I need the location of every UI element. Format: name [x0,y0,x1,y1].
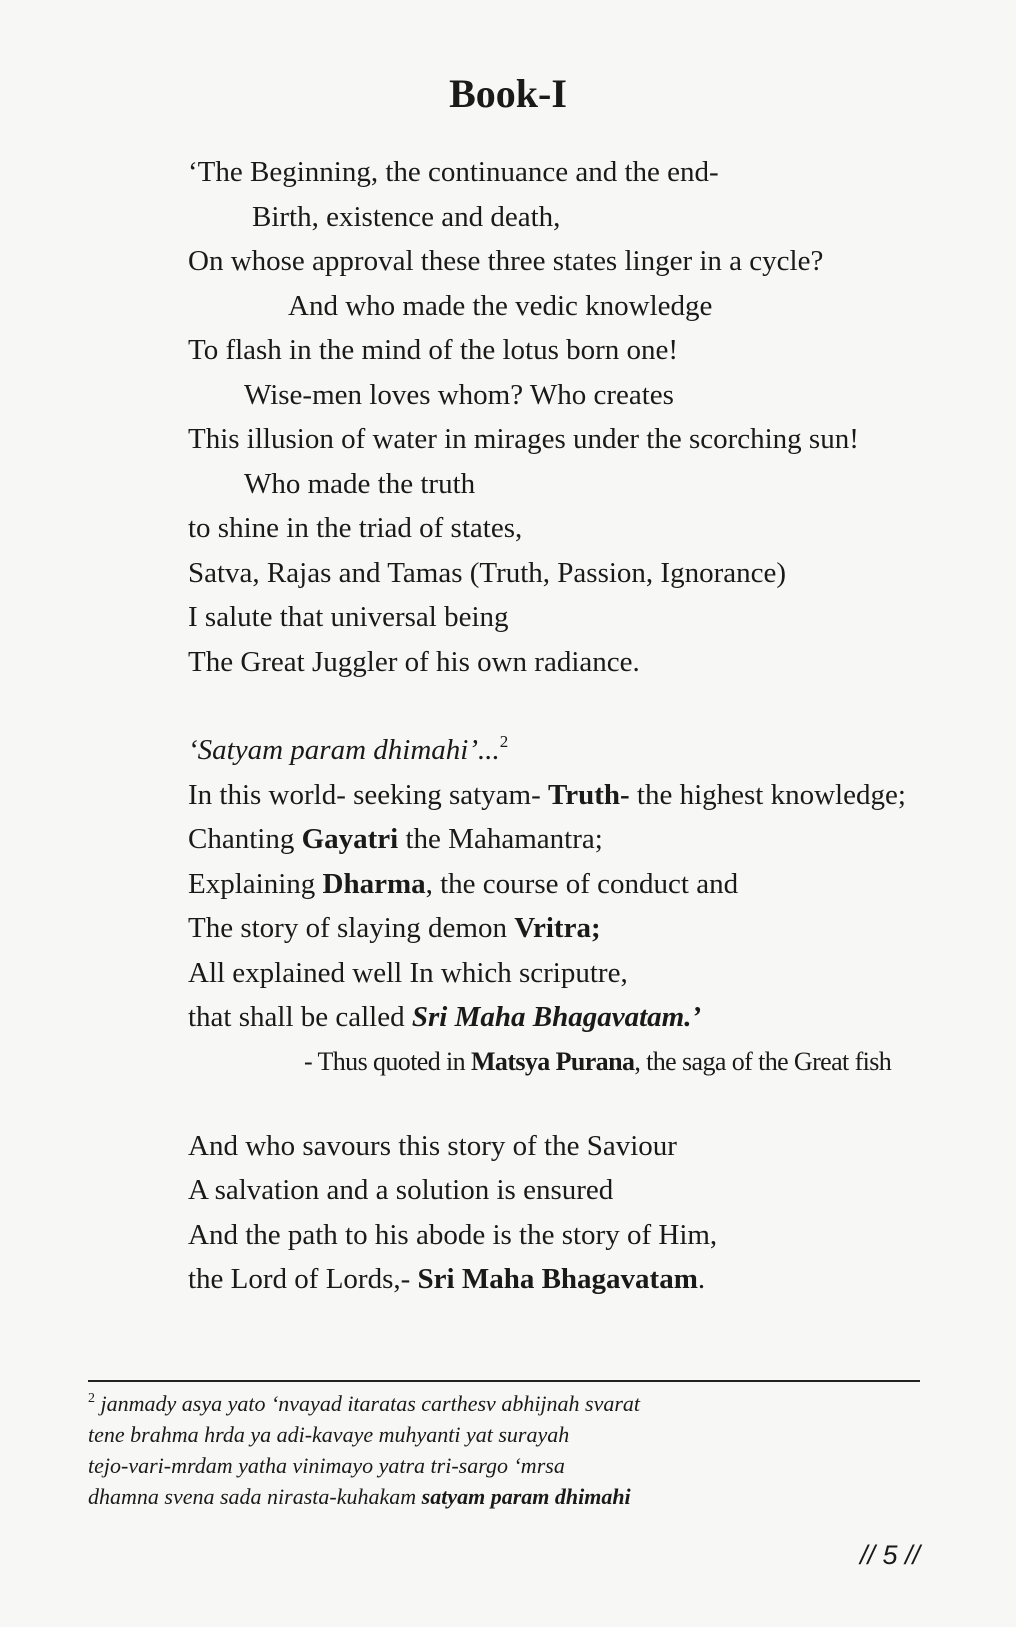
stanza-gap [188,684,988,728]
bold-term: Gayatri [301,823,399,855]
verse-line: Wise-men loves whom? Who creates [244,378,674,411]
bold-term: satyam param dhimahi [421,1484,631,1509]
text-run: - Thus quoted in [304,1046,471,1076]
text-run: the Lord of Lords,- [188,1263,418,1295]
verse-line [188,862,988,907]
verse-line [188,1257,988,1302]
verse-line [188,773,988,818]
text-run: In this world- seeking satyam- [188,778,549,811]
footnote-line: tene brahma hrda ya adi-kavaye muhyanti yat surayah [88,1422,570,1447]
opening-quote: ‘Satyam param dhimahi’... [188,734,500,766]
footnote-number: 2 [88,1391,95,1406]
verse-line: Satva, Rajas and Tamas (Truth, Passion, Ignorance) [188,556,787,589]
verse-line: On whose approval these three states linger in a cycle? [188,245,824,277]
verse-line: To flash in the mind of the lotus born one! [188,334,679,366]
footnote-line [88,1388,848,1419]
text-run: Chanting [188,823,302,855]
bold-italic-title: Sri Maha Bhagavatam.’ [411,1001,702,1033]
bold-term: Truth- [548,778,630,811]
verse-line: The Great Juggler of his own radiance. [188,645,640,678]
verse-line: Birth, existence and death, [252,200,561,233]
footnote-ref: 2 [499,732,509,751]
verse-line: to shine in the triad of states, [188,512,523,544]
stanza-gap [188,1084,988,1124]
verse-line: I salute that universal being [188,601,509,633]
verse-line: Who made the truth [244,467,476,500]
bold-term: Dharma [322,867,426,900]
footnote [88,1388,848,1512]
verse-line [188,995,988,1040]
verse-line: And the path to his abode is the story of Him, [188,1218,718,1251]
footnote-line: tejo-vari-mrdam yatha vinimayo yatra tri-sargo ‘mrsa [88,1453,565,1478]
quote-attribution [188,1040,988,1084]
text-run: the Mahamantra; [398,823,603,855]
verse-line [188,906,988,951]
page-number: // 5 // [860,1540,921,1570]
text-run: that shall be called [188,1001,412,1033]
text-run: dhamna svena sada nirasta-kuhakam [88,1484,422,1509]
verse-line: This illusion of water in mirages under the scorching sun! [188,423,859,455]
verse-line: And who made the vedic knowledge [288,289,713,322]
bold-term: Matsya Purana [470,1046,635,1076]
page-title: Book-I [449,71,567,116]
footnote-line [88,1481,848,1512]
text-run: , the saga of the Great fish [634,1046,892,1076]
text-run: Explaining [188,867,323,900]
text-run: the highest knowledge; [629,778,906,811]
verse-line: All explained well In which scriputre, [188,956,628,989]
text-run: janmady asya yato ‘nvayad itaratas carthesv abhijnah svarat [100,1391,641,1416]
footnote-divider [88,1380,920,1382]
bold-term: Sri Maha Bhagavatam [417,1263,698,1295]
verse-line: ‘The Beginning, the continuance and the end- [188,156,719,188]
text-run: . [697,1263,706,1295]
verse-line-opening [188,728,988,773]
verse-line: A salvation and a solution is ensured [188,1174,614,1206]
text-run: The story of slaying demon [188,912,515,944]
bold-term: Vritra; [514,912,601,944]
verse-line [188,817,988,862]
verse-body [188,150,988,1302]
text-run: , the course of conduct and [425,867,739,900]
verse-line: And who savours this story of the Saviour [188,1129,677,1162]
